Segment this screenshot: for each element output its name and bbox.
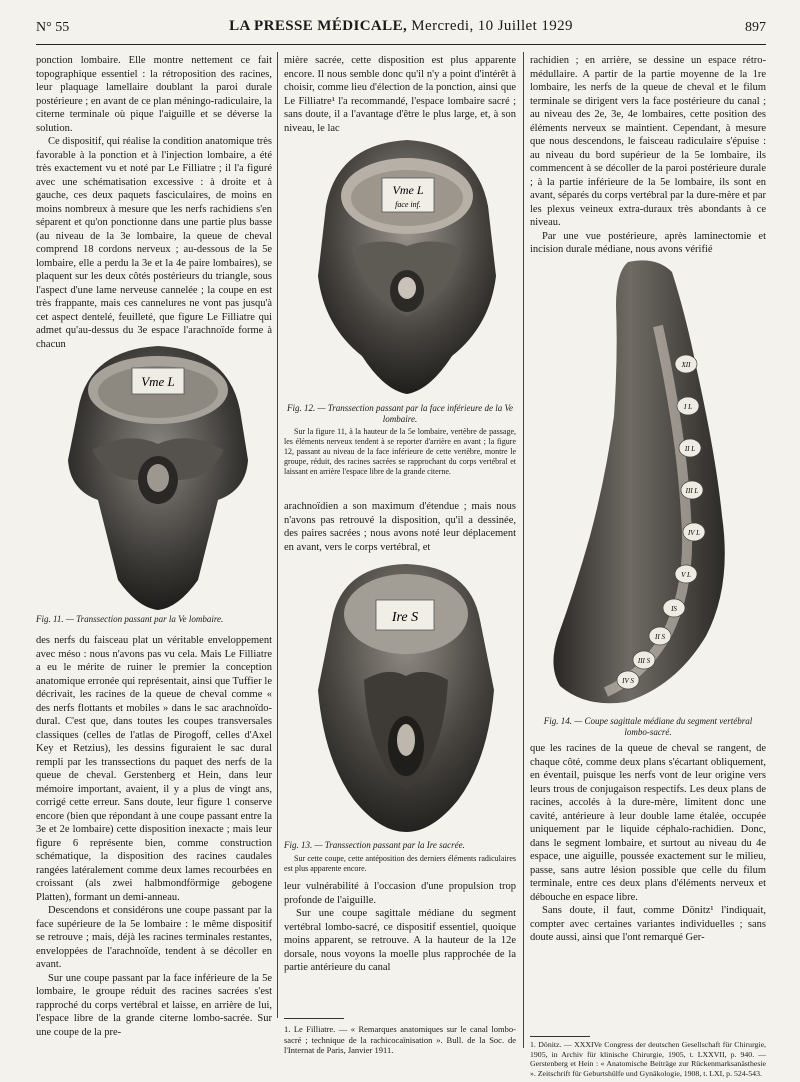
figure-note-text: Sur cette coupe, cette antéposition des derniers éléments radiculaires est plus apparente encore.: [284, 854, 516, 873]
fig14-vertebra-label: I L: [684, 403, 692, 411]
paragraph: leur vulnérabilité à l'occasion d'une propulsion trop profonde de l'aiguille.: [284, 881, 516, 906]
fig14-vertebra-tag: [675, 355, 697, 373]
fig12-caption: Fig. 12. — Transsection passant par la face inférieure de la Ve lombaire.: [287, 403, 513, 424]
col1-text-bottom: [36, 634, 272, 1039]
column-divider-2: [523, 52, 524, 1048]
figure-note-text: Sur la figure 11, à la hauteur de la 5e lombaire, vertèbre de passage, les éléments nerveux tendent à se reporter d'arrière en avant ; la figure 12, passant au niveau de la face inférieure de cette vertèbre, montre le groupe, réduit, des racines sacrées se rapprochant du corps vertébral et laissant en arrière l'espace libre de la grande citerne.: [284, 427, 516, 476]
fig14-vertebra-label: II S: [655, 633, 665, 641]
issue-date: Mercredi, 10 Juillet 1929: [411, 18, 573, 34]
fig12-specimen-label: Vme L: [392, 183, 424, 197]
fig14-vertebra-label: II L: [684, 445, 696, 453]
fig14-vertebra-tag: [649, 627, 671, 645]
footnote-rule: [530, 1036, 590, 1037]
paragraph: Descendons et considérons une coupe passant par la face supérieure de la 5e lombaire : le même dispositif se retrouve ; mais, déjà les racines terminales restantes, enveloppées de l'arachnoïde, tendent à se décoller en avant.: [36, 905, 272, 970]
fig14-vertebra-tag: [679, 439, 701, 457]
fig14-vertebra-tag: [675, 565, 697, 583]
paragraph: des nerfs du faisceau plat un véritable enveloppement avec méso : nous n'avons pas vu cela. Mais Le Filliatre a eu le mérite de ruiner le premier la conception anatomique erronée qui représentait, ainsi que Tuffier le décrivait, les racines de la queue de cheval comme « des nerfs flottants et mobiles » dans le sac arachnoïdo-dural. C'est que, dans toutes les coupes transversales classiques (celles de l'atlas de Pirogoff, celles d'Axel Key et Retzius), les dessins figuraient le sac dural rempli par les transsections du paquet des nerfs de la queue de cheval. Gerstenberg et Hein, dans leur mémoire important, avaient, il y a plus de vingt ans, corrigé cette erreur. Sans doute, leur figure 1 conserve encore (bien que répondant à une coupe passant entre la 3e et 2e lombaire) cette disposition inexacte ; mais leur figure 6 représente bien, comme construction schématique, la disposition des racines caudales rangées latéralement comme deux lames recourbées en croissant (als zwei halbmondförmige gebogene Platten), formant un demi-anneau.: [36, 635, 272, 903]
fig14-vertebra-label: III L: [685, 487, 699, 495]
col3-text-top: [530, 54, 766, 257]
page-header: [36, 18, 766, 40]
journal-name: LA PRESSE MÉDICALE,: [229, 18, 408, 34]
paragraph: Sans doute, il faut, comme Dönitz¹ l'indiquait, compter avec certaines variantes individuelles ; sans doute aussi, ainsi que l'ont remarqué Ger-: [530, 905, 766, 943]
fig14-vertebra-tag: [663, 599, 685, 617]
fig13-note: [284, 854, 516, 874]
issue-number: N° 55: [36, 20, 70, 35]
paragraph: arachnoïdien a son maximum d'étendue ; mais nous n'avons pas retrouvé la disposition, qu'il a dessinée, des paires sacrées ; nous avons noté leur déplacement en avant, vers le corps vertébral, et: [284, 501, 516, 553]
fig13-specimen-label: Ire S: [391, 610, 419, 625]
paragraph: ponction lombaire. Elle montre nettement ce fait topographique essentiel : la rétroposition des racines, leur plaquage lamellaire doublant la paroi durale postérieure ; en avant de ce plan méningo-radiculaire, la citerne terminale où pique l'aiguille et se déverse la solution.: [36, 55, 272, 134]
col3-footnote: 1. Dönitz. — XXXIVe Congress der deutschen Gesellschaft für Chirurgie, 1905, in Archiv für klinische Chirurgie, 1905, t. LXXVII, p. 940. — Gerstenberg et Hein : « Anatomische Beiträge zur Rückenmarksanästhesie ». Zeitschrift für Geburtshülfe und Gynäkologie, 1908, t. LXI, p. 524-543.: [530, 1040, 766, 1078]
paragraph: mière sacrée, cette disposition est plus apparente encore. Il nous semble donc qu'il n'y a point d'intérêt à choisir, comme lieu d'élection de la ponction, ainsi que Le Filliatre¹ l'a recommandé, l'espace lombaire sacré ; sans doute, il a l'avantage d'être le plus large, et, à son niveau, le lac: [284, 55, 516, 134]
col2-footnote: 1. Le Filliatre. — « Remarques anatomiques sur le canal lombo-sacré ; technique de la rachicocaïnisation ». Bull. de la Soc. de l'Internat de Paris, Janvier 1911.: [284, 1024, 516, 1055]
fig14-vertebra-label: V L: [681, 571, 691, 579]
fig11-caption: Fig. 11. — Transsection passant par la Ve lombaire.: [36, 614, 224, 624]
figure-11-photo: [58, 340, 258, 612]
fig14-vertebra-label: III S: [637, 657, 651, 665]
fig14-caption: Fig. 14. — Coupe sagittale médiane du segment vertébral lombo-sacré.: [543, 716, 753, 737]
fig14-vertebra-label: IV S: [622, 677, 634, 685]
header-rule: [36, 44, 766, 45]
journal-title: [36, 18, 766, 35]
fig13-caption: Fig. 13. — Transsection passant par la Ire sacrée.: [284, 840, 465, 850]
fig14-vertebra-label: XII: [681, 361, 691, 369]
column-divider-1: [277, 52, 278, 1018]
col2-text-top: [284, 54, 516, 135]
page-number: 897: [745, 20, 766, 35]
paragraph: Sur une coupe passant par la face inférieure de la 5e lombaire, le groupe réduit des racines sacrées s'est rapproché du corps vertébral et laisse, en arrière de lui, l'espace libre de la grande citerne lombo-sacrée. Sur une coupe de la pre-: [36, 972, 272, 1038]
fig14-vertebra-tag: [617, 671, 639, 689]
col2-text-bottom: [284, 880, 516, 975]
fig11-specimen-label: Vme L: [141, 374, 175, 389]
fig14-vertebra-tag: [683, 523, 705, 541]
paragraph: que les racines de la queue de cheval se rangent, de chaque côté, comme deux plans s'écartant obliquement, en éventail, puisque les nerfs vont de leur origine vers leurs trous de conjugaison respectifs. Les deux plans de racines, accolés à la dure-mère, limitent donc une cavité, antérieure à leur double lame étalée, occupée uniquement par le liquide céphalo-rachidien. Donc, dans le segment lombaire, et surtout au niveau du 4e espace, une aiguille, poussée exactement sur le milieu, passe, sans autre lésion possible que celle du filum terminale, entre ces deux plans d'éléments nerveux et débouche en espace libre.: [530, 743, 766, 903]
fig12-specimen-sublabel: face inf.: [395, 200, 421, 209]
col1-text-top: [36, 54, 272, 351]
paragraph: Ce dispositif, qui réalise la condition anatomique très favorable à la ponction et à l'injection lombaire, a été très exactement vu et noté par Le Filliatre ; il l'a figuré avec une schématisation excessive : à droite et à gauche, ces deux paquets fasciculaires, de moins en moins nombreux à mesure que les nerfs rachidiens s'en séparent et qu'on ponctionne dans une partie plus basse (au niveau de la 3e lombaire, la queue de cheval comprend 18 cordons nerveux ; au-dessous de la 5e lombaire, elle a perdu la 3e et la 4e paire lombaires), se plaquent sur les deux côtés postérieurs du triangle, sous l'aspect d'une lame nerveuse cannelée ; la coupe en est très frappante, mais ces cannelures ne vont pas jusqu'à cet aspect dentelé, feuilleté, que figure Le Filliatre qui admet qu'au-dessus du 3e espace l'arachnoïde forme à chacun: [36, 136, 272, 350]
footnote-rule: [284, 1018, 344, 1019]
fig14-vertebra-tag: [681, 481, 703, 499]
figure-13-photo: [308, 560, 504, 835]
paragraph: Sur une coupe sagittale médiane du segment vertébral lombo-sacré, ce dispositif essentiel, quoique moins apparent, se retrouve. A la hauteur de la 12e dorsale, nous voyons la moelle plus rapprochée de la partie antérieure du canal: [284, 908, 516, 973]
paragraph: rachidien ; en arrière, se dessine un espace rétro-médullaire. A partir de la partie moyenne de la 1re lombaire, les nerfs de la queue de cheval et le filum terminale se dirigent vers la face postérieure du canal ; au niveau des 2e, 3e, 4e lombaires, cette position des éléments nerveux se maintient. Cependant, à mesure que nous descendons, le faisceau radiculaire s'épuise : au niveau du bord supérieur de la 5e lombaire, ils commencent à se décoller de la paroi postérieure durale ; à la partie inférieure de la 5e lombaire, ils sont en avant, séparés du corps vertébral par la dure-mère et par les plexus veineux extra-duraux très abondants à ce niveau.: [530, 55, 766, 228]
fig14-vertebra-tag: [677, 397, 699, 415]
paragraph: Par une vue postérieure, après laminectomie et incision durale médiane, nous avons vérifié: [530, 230, 766, 255]
fig14-vertebra-label: IS: [671, 605, 677, 613]
figure-14-photo: [546, 256, 764, 708]
fig12-note: [284, 427, 516, 477]
fig14-vertebra-tag: [633, 651, 655, 669]
col3-text-bottom: [530, 742, 766, 945]
col2-text-middle: [284, 500, 516, 554]
figure-12-photo: [312, 136, 502, 398]
fig14-vertebra-label: IV L: [687, 529, 701, 537]
